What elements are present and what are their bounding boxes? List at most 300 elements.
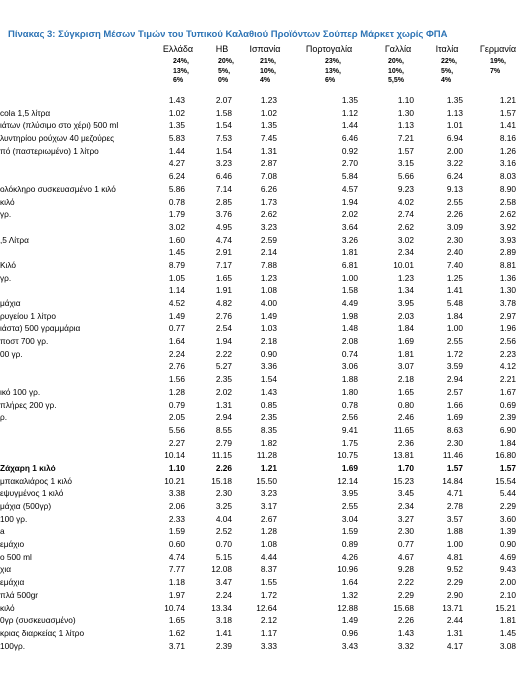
price-cell: 15.68	[393, 602, 414, 613]
price-cell: 2.29	[499, 501, 516, 511]
price-cell: 3.78	[499, 298, 516, 308]
price-cell: 2.39	[215, 640, 232, 651]
price-cell: 1.67	[499, 386, 516, 397]
price-cell: 5.44	[499, 488, 516, 499]
product-label: γρ.	[0, 272, 12, 283]
price-cell: 4.26	[341, 551, 358, 562]
table-row	[0, 183, 530, 196]
price-cell: 3.17	[260, 501, 277, 511]
price-cell: 3.15	[397, 158, 414, 169]
table-row	[0, 234, 530, 247]
price-cell: 1.48	[341, 323, 358, 334]
price-cell: 13.34	[211, 602, 232, 613]
price-cell: 8.55	[215, 424, 232, 435]
price-cell: 0.69	[499, 399, 516, 410]
price-cell: 1.57	[499, 462, 516, 473]
price-cell: 2.34	[397, 247, 414, 258]
price-cell: 1.80	[341, 386, 358, 397]
price-cell: 1.45	[168, 247, 185, 258]
price-cell: 2.03	[397, 310, 414, 321]
price-cell: 0.89	[341, 539, 358, 550]
price-cell: 3.02	[397, 234, 414, 245]
price-cell: 1.65	[168, 615, 185, 626]
price-cell: 1.69	[397, 336, 414, 347]
price-cell: 3.60	[499, 513, 516, 524]
price-cell: 1.84	[499, 437, 516, 448]
price-cell: 1.39	[499, 526, 516, 537]
price-cell: 5.15	[215, 551, 232, 562]
price-cell: 2.67	[260, 513, 277, 524]
price-cell: 1.17	[260, 627, 277, 638]
product-label: Κιλό	[0, 259, 17, 270]
price-cell: 9.28	[397, 564, 414, 575]
price-cell: 9.43	[499, 564, 516, 575]
price-cell: 1.57	[446, 462, 463, 473]
price-cell: 1.43	[260, 386, 277, 397]
price-cell: 0.96	[341, 627, 358, 638]
price-cell: 4.27	[168, 158, 185, 169]
price-cell: 2.62	[499, 209, 516, 220]
product-label: a	[0, 526, 5, 537]
price-cell: 3.64	[341, 221, 358, 232]
price-cell: 3.22	[446, 158, 463, 169]
table-row	[0, 386, 530, 399]
vat-rates	[441, 57, 457, 86]
price-cell: 4.02	[397, 196, 414, 207]
column-header: Ιταλία	[435, 44, 459, 54]
price-cell: 4.82	[215, 298, 232, 308]
product-label: λυντηρίου ρούχων 40 μεζούρες	[0, 133, 115, 144]
price-cell: 2.79	[215, 437, 232, 448]
price-cell: 2.34	[397, 501, 414, 511]
vat-rates	[260, 57, 276, 86]
price-cell: 1.54	[215, 120, 232, 131]
price-cell: 2.70	[341, 158, 358, 169]
price-cell: 5.84	[341, 171, 358, 182]
price-cell: 2.94	[446, 374, 463, 385]
product-label: μάχια	[0, 298, 21, 308]
price-cell: 2.54	[215, 323, 232, 334]
vat-rate: 5%,	[218, 67, 231, 75]
price-cell: 3.27	[397, 513, 414, 524]
table-row	[0, 525, 530, 538]
price-cell: 1.59	[341, 526, 358, 537]
vat-rate: 19%,	[490, 58, 506, 65]
product-label: εμάχιο	[0, 539, 25, 550]
price-cell: 15.23	[393, 475, 414, 486]
price-cell: 3.25	[215, 501, 232, 511]
table-row	[0, 170, 530, 183]
vat-rate: 21%,	[260, 58, 276, 65]
price-cell: 2.55	[446, 336, 463, 347]
price-cell: 1.66	[446, 399, 463, 410]
table-row	[0, 614, 530, 627]
price-cell: 1.45	[499, 627, 516, 638]
column-header: Πορτογαλία	[305, 44, 353, 54]
price-cell: 2.10	[499, 589, 516, 600]
table-row	[0, 145, 530, 158]
price-cell: 6.94	[446, 133, 463, 144]
price-cell: 4.71	[446, 488, 463, 499]
table-row	[0, 538, 530, 551]
table-row	[0, 563, 530, 576]
price-cell: 3.26	[341, 234, 358, 245]
table-row	[0, 437, 530, 450]
table-row	[0, 221, 530, 234]
price-cell: 0.78	[168, 196, 185, 207]
price-cell: 2.59	[260, 234, 277, 245]
price-cell: 1.43	[168, 95, 185, 105]
vat-rate: 20%,	[218, 58, 234, 65]
price-cell: 1.03	[260, 323, 277, 334]
product-label: cola 1,5 λίτρα	[0, 107, 51, 118]
price-cell: 2.18	[397, 374, 414, 385]
price-cell: 2.06	[168, 501, 185, 511]
price-cell: 1.91	[215, 285, 232, 296]
table-row	[0, 360, 530, 373]
price-cell: 9.13	[446, 183, 463, 194]
price-cell: 3.95	[397, 298, 414, 308]
price-cell: 2.90	[446, 589, 463, 600]
price-cell: 4.17	[446, 640, 463, 651]
price-cell: 4.04	[215, 513, 232, 524]
price-cell: 2.55	[446, 196, 463, 207]
table-row	[0, 449, 530, 462]
price-cell: 2.23	[499, 348, 516, 359]
price-cell: 1.31	[260, 145, 277, 156]
price-cell: 4.95	[215, 221, 232, 232]
vat-rates	[325, 57, 341, 86]
price-cell: 3.45	[397, 488, 414, 499]
table-row	[0, 399, 530, 412]
table-row	[0, 475, 530, 488]
price-cell: 1.00	[446, 539, 463, 550]
price-cell: 1.26	[499, 145, 516, 156]
vat-rate: 24%,	[173, 58, 189, 65]
table-row	[0, 107, 530, 120]
price-cell: 8.16	[499, 133, 516, 144]
price-cell: 2.58	[499, 196, 516, 207]
price-cell: 1.54	[260, 374, 277, 385]
price-cell: 3.92	[499, 221, 516, 232]
vat-rate: 13%,	[325, 67, 341, 75]
price-cell: 1.65	[215, 272, 232, 283]
price-cell: 15.50	[256, 475, 277, 486]
price-cell: 0.77	[397, 539, 414, 550]
price-cell: 1.02	[168, 107, 185, 118]
price-cell: 1.60	[168, 234, 185, 245]
price-cell: 3.33	[260, 640, 277, 651]
price-cell: 1.23	[260, 95, 277, 105]
price-cell: 3.04	[341, 513, 358, 524]
table-row	[0, 640, 530, 653]
price-cell: 15.21	[495, 602, 516, 613]
price-cell: 0.92	[341, 145, 358, 156]
price-cell: 3.16	[499, 158, 516, 169]
product-label: γρ.	[0, 209, 12, 220]
price-cell: 7.53	[215, 133, 232, 144]
product-label: ,5 Λίτρα	[0, 234, 29, 245]
price-cell: 4.67	[397, 551, 414, 562]
table-title: Πίνακας 3: Σύγκριση Μέσων Τιμών του Τυπικού Καλαθιού Προϊόντων Σούπερ Μάρκετ χωρίς ΦΠΑ	[8, 29, 448, 40]
price-cell: 0.80	[397, 399, 414, 410]
price-cell: 2.26	[446, 209, 463, 220]
vat-rate: 5,5%	[388, 77, 404, 84]
vat-rate: 6%	[325, 77, 336, 84]
price-cell: 2.00	[499, 577, 516, 588]
price-cell: 1.70	[397, 462, 414, 473]
product-label: ιάτων (πλύσιμο στο χέρι) 500 ml	[0, 120, 119, 131]
product-label: ρυγείου 1 λίτρο	[0, 310, 56, 321]
price-cell: 3.93	[499, 234, 516, 245]
product-label: 00 γρ.	[0, 348, 23, 359]
vat-rate: 10%,	[388, 67, 404, 75]
price-cell: 3.23	[260, 221, 277, 232]
price-cell: 2.24	[168, 348, 185, 359]
table-row	[0, 576, 530, 589]
price-cell: 6.26	[260, 183, 277, 194]
price-cell: 1.21	[499, 95, 516, 105]
vat-rate: 5%,	[441, 67, 454, 75]
price-cell: 1.84	[397, 323, 414, 334]
price-cell: 1.28	[260, 526, 277, 537]
table-row	[0, 602, 530, 615]
price-cell: 1.64	[168, 336, 185, 347]
price-cell: 2.97	[499, 310, 516, 321]
table-row	[0, 348, 530, 361]
price-cell: 10.21	[164, 475, 185, 486]
price-cell: 1.88	[446, 526, 463, 537]
price-cell: 8.03	[499, 171, 516, 182]
table-row	[0, 272, 530, 285]
vat-rate: 4%	[260, 77, 271, 84]
price-cell: 2.02	[341, 209, 358, 220]
price-cell: 5.48	[446, 298, 463, 308]
price-cell: 9.52	[446, 564, 463, 575]
price-cell: 12.08	[211, 564, 232, 575]
price-cell: 2.57	[446, 386, 463, 397]
price-cell: 2.44	[446, 615, 463, 626]
price-cell: 2.30	[397, 526, 414, 537]
price-cell: 4.00	[260, 298, 277, 308]
table-row	[0, 335, 530, 348]
price-cell: 1.49	[341, 615, 358, 626]
table-row	[0, 373, 530, 386]
table-row	[0, 259, 530, 272]
price-cell: 4.12	[499, 361, 516, 372]
price-cell: 1.44	[341, 120, 358, 131]
price-cell: 16.80	[495, 450, 516, 461]
price-cell: 3.23	[260, 488, 277, 499]
price-cell: 1.94	[215, 336, 232, 347]
price-cell: 3.07	[397, 361, 414, 372]
price-cell: 3.59	[446, 361, 463, 372]
price-cell: 2.29	[397, 589, 414, 600]
price-cell: 6.46	[341, 133, 358, 144]
price-cell: 7.77	[168, 564, 185, 575]
price-cell: 4.57	[341, 183, 358, 194]
price-cell: 0.60	[168, 539, 185, 550]
vat-rate: 23%,	[325, 58, 341, 65]
price-cell: 2.27	[168, 437, 185, 448]
price-cell: 3.57	[446, 513, 463, 524]
price-cell: 1.34	[397, 285, 414, 296]
price-cell: 1.05	[168, 272, 185, 283]
price-cell: 1.65	[397, 386, 414, 397]
vat-rate: 22%,	[441, 58, 457, 65]
price-cell: 7.40	[446, 259, 463, 270]
price-cell: 1.54	[215, 145, 232, 156]
product-label: ρ.	[0, 412, 8, 423]
price-cell: 7.08	[260, 171, 277, 182]
price-cell: 1.58	[215, 107, 232, 118]
price-cell: 0.90	[260, 348, 277, 359]
price-cell: 4.74	[215, 234, 232, 245]
product-label: κιλό	[0, 196, 15, 207]
product-label: κριας διαρκείας 1 λίτρο	[0, 627, 85, 638]
price-cell: 3.95	[341, 488, 358, 499]
price-cell: 1.69	[446, 412, 463, 423]
price-cell: 9.23	[397, 183, 414, 194]
price-cell: 1.44	[168, 145, 185, 156]
price-cell: 2.85	[215, 196, 232, 207]
price-cell: 2.26	[215, 462, 232, 473]
product-label: μάχια (500γρ)	[0, 501, 52, 511]
price-cell: 1.41	[446, 285, 463, 296]
product-label: 100γρ.	[0, 640, 26, 651]
price-cell: 5.66	[397, 171, 414, 182]
price-cell: 1.12	[341, 107, 358, 118]
price-cell: 1.64	[341, 577, 358, 588]
price-cell: 7.17	[215, 259, 232, 270]
price-cell: 1.32	[341, 589, 358, 600]
price-cell: 2.56	[499, 336, 516, 347]
price-cell: 1.00	[446, 323, 463, 334]
product-label: χια	[0, 564, 11, 575]
price-cell: 10.01	[393, 259, 414, 270]
price-cell: 2.30	[446, 437, 463, 448]
table-row	[0, 297, 530, 310]
price-cell: 3.38	[168, 488, 185, 499]
table-row	[0, 322, 530, 335]
price-cell: 2.76	[168, 361, 185, 372]
table-row	[0, 157, 530, 170]
price-cell: 5.56	[168, 424, 185, 435]
price-cell: 10.74	[164, 602, 185, 613]
price-cell: 1.31	[215, 399, 232, 410]
price-cell: 1.73	[260, 196, 277, 207]
price-cell: 1.57	[499, 107, 516, 118]
price-cell: 3.43	[341, 640, 358, 651]
price-cell: 12.14	[337, 475, 358, 486]
price-cell: 2.36	[397, 437, 414, 448]
price-cell: 2.33	[168, 513, 185, 524]
price-cell: 9.41	[341, 424, 358, 435]
price-cell: 1.18	[168, 577, 185, 588]
price-cell: 3.47	[215, 577, 232, 588]
product-label: μπακαλιάρος 1 κιλό	[0, 475, 73, 486]
price-cell: 2.00	[446, 145, 463, 156]
price-cell: 2.74	[397, 209, 414, 220]
price-cell: 5.86	[168, 183, 185, 194]
price-cell: 13.81	[393, 450, 414, 461]
price-cell: 3.18	[215, 615, 232, 626]
price-cell: 1.49	[168, 310, 185, 321]
table-row	[0, 487, 530, 500]
price-cell: 4.52	[168, 298, 185, 308]
price-cell: 2.76	[215, 310, 232, 321]
price-cell: 5.83	[168, 133, 185, 144]
product-label: πλά 500gr	[0, 589, 39, 600]
price-cell: 2.12	[260, 615, 277, 626]
price-cell: 2.21	[499, 374, 516, 385]
price-cell: 3.32	[397, 640, 414, 651]
price-cell: 1.41	[215, 627, 232, 638]
price-cell: 6.81	[341, 259, 358, 270]
price-cell: 1.75	[341, 437, 358, 448]
table-body	[0, 94, 530, 652]
price-cell: 1.82	[260, 437, 277, 448]
price-cell: 3.23	[215, 158, 232, 169]
price-cell: 6.46	[215, 171, 232, 182]
price-cell: 2.52	[215, 526, 232, 537]
price-cell: 1.81	[397, 348, 414, 359]
table-row	[0, 196, 530, 209]
price-cell: 1.30	[499, 285, 516, 296]
product-label: εμάχια	[0, 577, 25, 588]
vat-rate: 20%,	[388, 58, 404, 65]
price-cell: 2.18	[260, 336, 277, 347]
table-row	[0, 500, 530, 513]
price-cell: 1.59	[168, 526, 185, 537]
price-cell: 2.56	[341, 412, 358, 423]
price-cell: 4.81	[446, 551, 463, 562]
price-cell: 15.18	[211, 475, 232, 486]
price-cell: 1.97	[168, 589, 185, 600]
price-cell: 2.05	[168, 412, 185, 423]
price-cell: 1.01	[446, 120, 463, 131]
price-cell: 8.35	[260, 424, 277, 435]
price-cell: 3.08	[499, 640, 516, 651]
price-cell: 1.43	[397, 627, 414, 638]
product-label: ολόκληρο συσκευασμένο 1 κιλό	[0, 183, 116, 194]
price-cell: 1.56	[168, 374, 185, 385]
price-cell: 8.90	[499, 183, 516, 194]
price-cell: 1.08	[260, 285, 277, 296]
price-cell: 1.28	[168, 386, 185, 397]
price-cell: 7.88	[260, 259, 277, 270]
price-cell: 2.22	[397, 577, 414, 588]
price-cell: 1.35	[260, 120, 277, 131]
price-cell: 8.63	[446, 424, 463, 435]
price-cell: 12.64	[256, 602, 277, 613]
table-row	[0, 513, 530, 526]
product-label: κιλό	[0, 602, 15, 613]
table-row	[0, 246, 530, 259]
price-cell: 1.10	[397, 95, 414, 105]
price-cell: 2.02	[215, 386, 232, 397]
price-cell: 1.13	[397, 120, 414, 131]
column-header: Ισπανία	[249, 44, 281, 54]
table-row	[0, 627, 530, 640]
price-cell: 2.40	[446, 247, 463, 258]
price-cell: 4.69	[499, 551, 516, 562]
table-row	[0, 284, 530, 297]
price-cell: 4.49	[341, 298, 358, 308]
price-cell: 1.10	[168, 462, 185, 473]
product-label: πλήρες 200 γρ.	[0, 399, 57, 410]
price-cell: 1.36	[499, 272, 516, 283]
